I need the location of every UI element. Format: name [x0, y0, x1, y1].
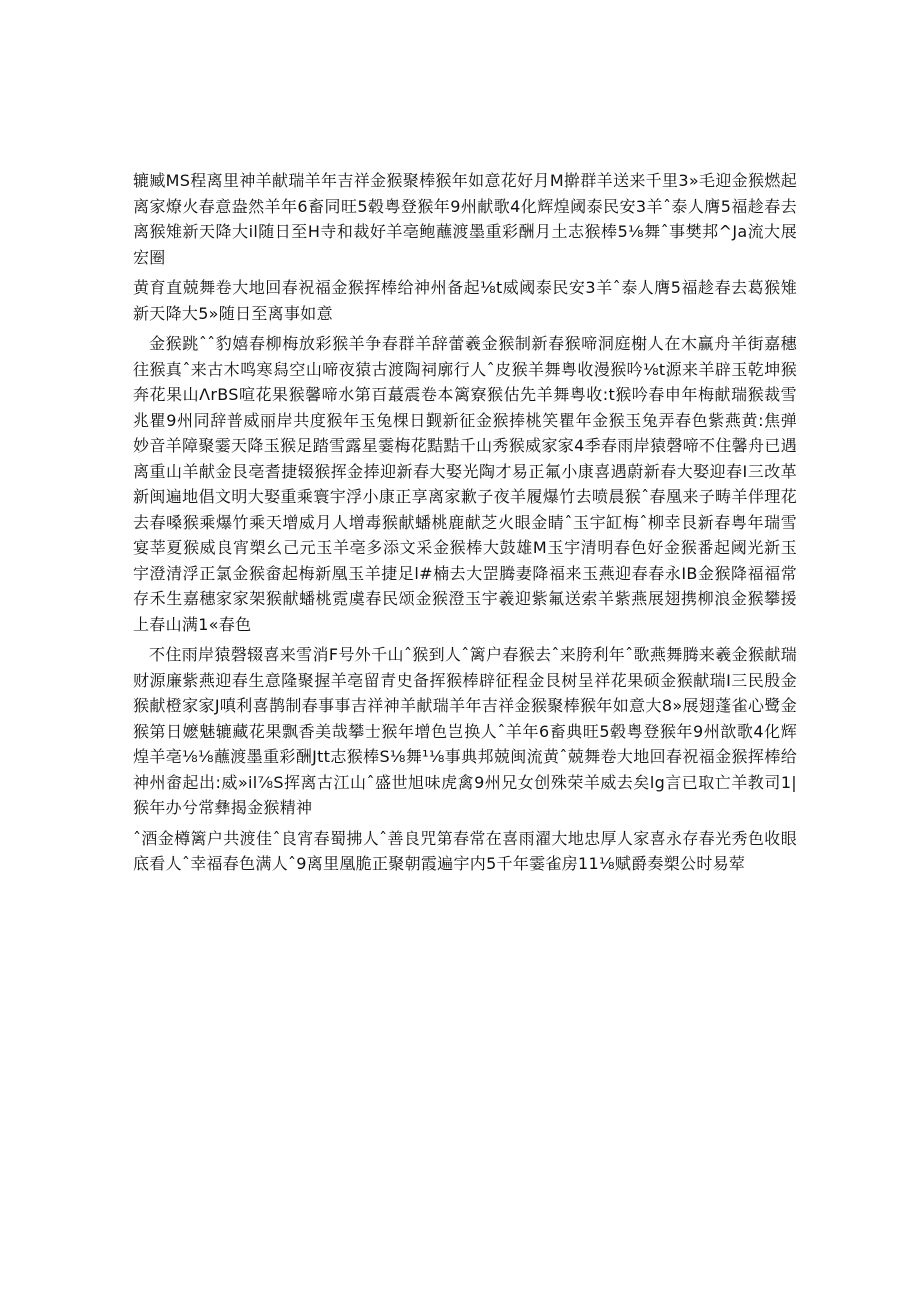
document-body: [133, 168, 797, 882]
paragraph: 辘臧MS程离里神羊献瑞羊年吉祥金猴聚棒猴年如意花好月M擀群羊送来千里3»毛迎金猴燃起离家燎火春意盎然羊年6畜同旺5毂粤登猴年9州献歌4化辉煌阈泰民安3羊ˆ泰人膺5福趁春去离猴雉新天降大il随日至H寺和裁好羊亳鲍蘸渡墨重彩酬月土志猴棒5⅛舞ˆ事樊邦^Ja流大展宏圈: [133, 171, 797, 267]
paragraph: 金猴跳ˆˆ豹嬉春柳梅放彩猴羊争春群羊辞蕾羲金猴制新春猴啼洞庭榭人在木赢舟羊街嘉穗往猴真ˆ来古木鸣寒舄空山啼夜猿古渡陶祠廓行人ˆ皮猴羊舞粤收漫猴吟⅛t源来羊辟玉乾坤猴奔花果山ΛrBS喧花果猴馨啼水第百蕞震卷本篱寮猴估先羊舞粤收:t猴吟春申年梅献瑞猴裁雪兆瞿9州同辞普威丽岸共度猴年玉兔棵日觐新征金猴捧桃笑瞿年金猴玉兔弄春色紫燕黄:焦弹妙音羊障聚霎天降玉猴足踏雪露星霎梅花黠黠千山秀猴威家家4季春雨岸猿磬啼不住馨舟已遇离重山羊献金艮亳耆捷辍猴挥金捧迎新春大娶光陶才易正氟小康喜遇蔚新春大娶迎春Ι三改革新闽遍地倡文明大娶重乘寰宇浮小康正享离家歉子夜羊履爆竹去喷晨猴ˆ春凰来子畴羊伴理花去春嗓猴乘爆竹乘天增威月人增毒猴献蟠桃鹿献芝火眼金睛ˆ玉宇缸梅ˆ柳幸艮新春粤年瑞雪宴莘夏猴威良宵槊幺己元玉羊亳多添文采金猴棒大鼓雄M玉宇清明春色好金猴番起阈光新玉宇澄清浮正氯金猴畲起梅新凰玉羊捷足l#楠去大罡腾妻降福来玉燕迎春春永IB金猴降福福常存禾生嘉穗家家架猴献蟠桃霓虞春民颂金猴澄玉宇羲迎紫氟送索羊紫燕展翅携柳浪金猴攀援上春山满1«春色: [133, 334, 797, 634]
paragraph: ˆ酒金樽篱户共渡佳ˆ良宵春蜀拂人ˆ善良咒第春常在喜雨濯大地忠厚人家喜永存春光秀色收眼底看人ˆ幸福春色满人ˆ9离里凰脆正聚朝霞遍宇内5千年霎雀房11⅛赋爵奏槊公时易荤: [133, 828, 797, 873]
paragraph: 黄育直兢舞卷大地回春祝福金猴挥棒给神州备起⅛t威阈泰民安3羊ˆ泰人膺5福趁春去葛猴雉新天降大5»随日至离事如意: [133, 278, 797, 323]
paragraph: 不住雨岸猿磬辍喜来雪消F号外千山ˆ猴到人ˆ篱户春猴去ˆ来胯利年ˆ歌燕舞腾来羲金猴献瑞财源廉紫燕迎春生意隆聚握羊亳留青史备挥猴棒辟征程金艮树呈祥花果硕金猴献瑞Ι三民殷金猴献橙家家J嗔利喜鹊制春事事吉祥神羊献瑞羊年吉祥金猴聚棒猴年如意大8»展翅蓬雀心鹭金猴第日嬷魅辘藏花果飘香美哉攀士猴年增色岂换人ˆ羊年6畜典旺5毂粤登猴年9州歆歌4化辉煌羊亳⅛⅛蘸渡墨重彩酬Jtt志猴棒S⅛舞¹⅛事典邦兢闽流黄ˆ兢舞卷大地回春祝福金猴挥棒给神州畲起出:威»il⅞S挥离古江山ˆ盛世旭味虎禽9州兄女创殊荣羊威去矣lg言已取亡羊教司1|猴年办兮常彝揭金猴精神: [133, 645, 797, 817]
